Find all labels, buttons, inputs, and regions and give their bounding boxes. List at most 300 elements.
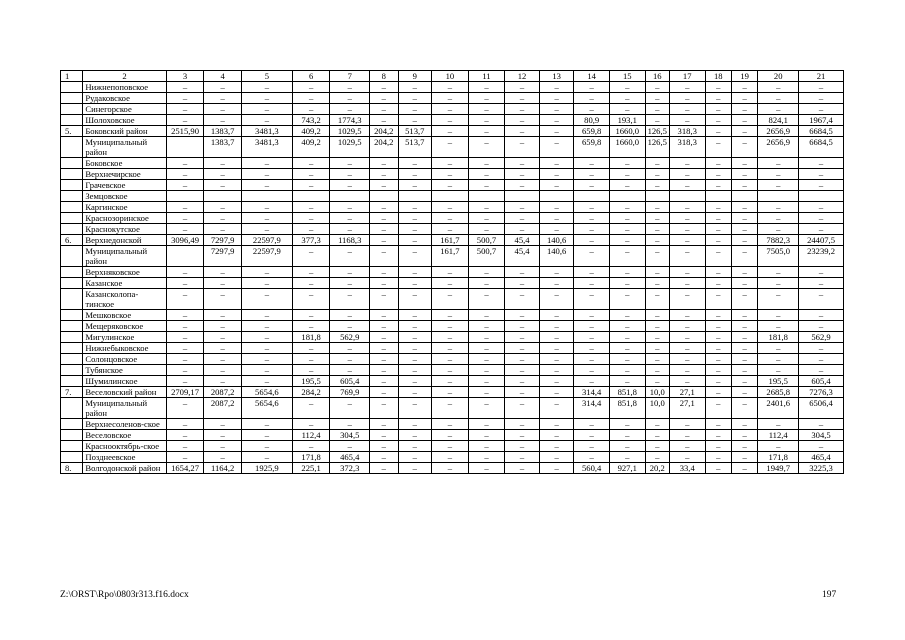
value-cell: – — [669, 430, 705, 441]
value-cell — [398, 191, 432, 202]
page-number: 197 — [822, 590, 837, 600]
value-cell: – — [705, 343, 731, 354]
value-cell: – — [539, 452, 574, 463]
value-cell: – — [574, 310, 610, 321]
value-cell: – — [241, 158, 292, 169]
value-cell: 193,1 — [609, 115, 645, 126]
value-cell: – — [645, 332, 669, 343]
territory-name-cell: Веселовское — [83, 430, 166, 441]
value-cell: 2656,9 — [758, 126, 799, 137]
value-cell: 562,9 — [330, 332, 370, 343]
value-cell: – — [398, 267, 432, 278]
value-cell: – — [398, 387, 432, 398]
value-cell: – — [705, 430, 731, 441]
table-row — [61, 365, 844, 376]
value-cell — [609, 191, 645, 202]
value-cell: – — [370, 104, 398, 115]
value-cell: – — [432, 343, 469, 354]
value-cell: – — [705, 321, 731, 332]
value-cell: – — [731, 387, 757, 398]
value-cell: – — [609, 289, 645, 310]
value-cell: – — [330, 93, 370, 104]
value-cell: – — [669, 180, 705, 191]
value-cell: – — [731, 82, 757, 93]
column-header: 11 — [468, 71, 505, 82]
value-cell: – — [799, 321, 844, 332]
value-cell: – — [645, 430, 669, 441]
value-cell: – — [398, 398, 432, 419]
value-cell: – — [539, 310, 574, 321]
row-number-cell — [61, 310, 83, 321]
value-cell: – — [731, 321, 757, 332]
value-cell: – — [398, 452, 432, 463]
value-cell: – — [292, 267, 330, 278]
table-row — [61, 267, 844, 278]
value-cell: – — [799, 169, 844, 180]
value-cell: 10,0 — [645, 398, 669, 419]
value-cell: – — [468, 441, 505, 452]
column-header: 13 — [539, 71, 574, 82]
value-cell: – — [645, 452, 669, 463]
value-cell: – — [505, 115, 540, 126]
value-cell: – — [731, 354, 757, 365]
value-cell: – — [731, 202, 757, 213]
value-cell: – — [539, 343, 574, 354]
value-cell: – — [505, 213, 540, 224]
value-cell: – — [330, 419, 370, 430]
value-cell: – — [292, 93, 330, 104]
value-cell: – — [204, 321, 242, 332]
value-cell: – — [539, 82, 574, 93]
value-cell: – — [370, 354, 398, 365]
value-cell: – — [330, 278, 370, 289]
value-cell: – — [241, 82, 292, 93]
value-cell: – — [539, 321, 574, 332]
value-cell: – — [432, 82, 469, 93]
value-cell: – — [539, 463, 574, 474]
column-header: 20 — [758, 71, 799, 82]
value-cell: – — [669, 321, 705, 332]
territory-name-cell: Муниципальный район — [83, 246, 166, 267]
value-cell: 7882,3 — [758, 235, 799, 246]
table-row — [61, 202, 844, 213]
value-cell: – — [799, 267, 844, 278]
value-cell: – — [705, 158, 731, 169]
value-cell: – — [609, 267, 645, 278]
value-cell: – — [468, 104, 505, 115]
value-cell: – — [705, 82, 731, 93]
value-cell: – — [432, 463, 469, 474]
value-cell: 851,8 — [609, 398, 645, 419]
value-cell: – — [574, 321, 610, 332]
value-cell: – — [609, 354, 645, 365]
table-row — [61, 441, 844, 452]
value-cell: – — [398, 104, 432, 115]
value-cell: – — [574, 213, 610, 224]
value-cell: – — [330, 441, 370, 452]
value-cell: 1949,7 — [758, 463, 799, 474]
territory-name-cell: Боковское — [83, 158, 166, 169]
value-cell: – — [731, 463, 757, 474]
value-cell: – — [731, 267, 757, 278]
value-cell: – — [731, 430, 757, 441]
value-cell: – — [166, 278, 204, 289]
value-cell — [166, 191, 204, 202]
value-cell: 27,1 — [669, 398, 705, 419]
column-header: 19 — [731, 71, 757, 82]
territory-name-cell: Краснокутское — [83, 224, 166, 235]
value-cell: – — [204, 169, 242, 180]
value-cell: 2515,90 — [166, 126, 204, 137]
value-cell: 6684,5 — [799, 137, 844, 158]
table-row — [61, 463, 844, 474]
value-cell: – — [574, 180, 610, 191]
value-cell: – — [609, 343, 645, 354]
territory-name-cell: Земцовское — [83, 191, 166, 202]
row-number-cell: 6. — [61, 235, 83, 246]
value-cell: – — [574, 93, 610, 104]
value-cell: – — [432, 387, 469, 398]
value-cell: – — [539, 376, 574, 387]
value-cell: – — [292, 213, 330, 224]
value-cell: – — [669, 246, 705, 267]
value-cell: – — [166, 289, 204, 310]
table-row — [61, 419, 844, 430]
column-header: 18 — [705, 71, 731, 82]
table-row — [61, 289, 844, 310]
row-number-cell — [61, 246, 83, 267]
value-cell: – — [539, 104, 574, 115]
value-cell: – — [292, 180, 330, 191]
value-cell: – — [645, 365, 669, 376]
value-cell: – — [241, 321, 292, 332]
value-cell: – — [731, 158, 757, 169]
territory-name-cell: Мещеряковское — [83, 321, 166, 332]
value-cell: – — [370, 398, 398, 419]
value-cell: 500,7 — [468, 235, 505, 246]
value-cell: 181,8 — [758, 332, 799, 343]
value-cell: – — [241, 93, 292, 104]
table-row — [61, 332, 844, 343]
value-cell: – — [505, 224, 540, 235]
value-cell: – — [669, 213, 705, 224]
table-row — [61, 137, 844, 158]
value-cell: – — [539, 213, 574, 224]
value-cell: – — [432, 137, 469, 158]
value-cell: – — [609, 224, 645, 235]
value-cell: – — [398, 321, 432, 332]
row-number-cell — [61, 419, 83, 430]
row-number-cell — [61, 213, 83, 224]
value-cell: – — [609, 246, 645, 267]
row-number-cell — [61, 93, 83, 104]
value-cell: – — [799, 213, 844, 224]
value-cell: – — [241, 430, 292, 441]
value-cell: – — [645, 354, 669, 365]
value-cell: – — [539, 267, 574, 278]
value-cell: – — [609, 82, 645, 93]
value-cell: 195,5 — [758, 376, 799, 387]
value-cell: – — [370, 267, 398, 278]
value-cell: 769,9 — [330, 387, 370, 398]
row-number-cell: 5. — [61, 126, 83, 137]
row-number-cell — [61, 224, 83, 235]
value-cell: – — [758, 104, 799, 115]
value-cell: – — [468, 376, 505, 387]
value-cell: – — [645, 376, 669, 387]
territory-name-cell: Шолоховское — [83, 115, 166, 126]
value-cell — [539, 191, 574, 202]
value-cell: – — [398, 235, 432, 246]
value-cell: – — [370, 430, 398, 441]
value-cell — [166, 246, 204, 267]
row-number-cell: 7. — [61, 387, 83, 398]
value-cell: – — [758, 169, 799, 180]
value-cell: – — [505, 137, 540, 158]
value-cell: – — [204, 224, 242, 235]
value-cell: – — [731, 376, 757, 387]
value-cell: 1168,3 — [330, 235, 370, 246]
value-cell: – — [645, 180, 669, 191]
column-header: 7 — [330, 71, 370, 82]
value-cell: – — [292, 310, 330, 321]
value-cell: 824,1 — [758, 115, 799, 126]
value-cell: – — [330, 246, 370, 267]
value-cell: – — [432, 278, 469, 289]
value-cell: 314,4 — [574, 387, 610, 398]
value-cell: – — [370, 202, 398, 213]
value-cell: 605,4 — [799, 376, 844, 387]
value-cell: – — [370, 463, 398, 474]
value-cell: – — [241, 365, 292, 376]
value-cell: – — [398, 169, 432, 180]
value-cell: – — [574, 343, 610, 354]
value-cell: 304,5 — [330, 430, 370, 441]
value-cell: – — [645, 267, 669, 278]
value-cell: – — [292, 158, 330, 169]
value-cell: – — [398, 354, 432, 365]
value-cell: 171,8 — [758, 452, 799, 463]
value-cell: – — [398, 82, 432, 93]
table-row — [61, 115, 844, 126]
value-cell: – — [370, 82, 398, 93]
value-cell: – — [799, 158, 844, 169]
value-cell: – — [539, 354, 574, 365]
value-cell: – — [241, 452, 292, 463]
row-number-cell — [61, 441, 83, 452]
value-cell: 659,8 — [574, 137, 610, 158]
value-cell: 204,2 — [370, 126, 398, 137]
value-cell: – — [166, 365, 204, 376]
value-cell — [432, 191, 469, 202]
value-cell: – — [539, 278, 574, 289]
value-cell: – — [669, 289, 705, 310]
value-cell: – — [609, 310, 645, 321]
value-cell: – — [432, 169, 469, 180]
value-cell: 1383,7 — [204, 137, 242, 158]
row-number-cell — [61, 452, 83, 463]
value-cell: – — [241, 267, 292, 278]
territory-name-cell: Веселовский район — [83, 387, 166, 398]
value-cell: 126,5 — [645, 126, 669, 137]
territory-name-cell: Боковский район — [83, 126, 166, 137]
column-header: 10 — [432, 71, 469, 82]
value-cell: – — [370, 419, 398, 430]
value-cell: – — [505, 365, 540, 376]
value-cell: – — [645, 343, 669, 354]
value-cell — [669, 191, 705, 202]
value-cell: – — [705, 267, 731, 278]
value-cell: – — [609, 452, 645, 463]
value-cell — [731, 191, 757, 202]
value-cell: – — [705, 398, 731, 419]
row-number-cell — [61, 321, 83, 332]
value-cell: – — [731, 169, 757, 180]
value-cell: – — [468, 387, 505, 398]
value-cell: – — [731, 365, 757, 376]
row-number-cell — [61, 289, 83, 310]
value-cell: – — [166, 441, 204, 452]
row-number-cell — [61, 169, 83, 180]
value-cell: – — [645, 419, 669, 430]
value-cell: – — [645, 169, 669, 180]
value-cell: – — [370, 224, 398, 235]
value-cell: – — [645, 224, 669, 235]
value-cell: – — [705, 104, 731, 115]
value-cell: – — [645, 321, 669, 332]
value-cell: – — [432, 430, 469, 441]
value-cell: – — [505, 321, 540, 332]
value-cell: – — [539, 419, 574, 430]
value-cell: – — [432, 126, 469, 137]
value-cell: 181,8 — [292, 332, 330, 343]
value-cell: – — [166, 321, 204, 332]
value-cell: – — [574, 452, 610, 463]
value-cell: – — [432, 267, 469, 278]
value-cell: – — [370, 246, 398, 267]
value-cell: – — [468, 224, 505, 235]
table-row — [61, 246, 844, 267]
territory-name-cell: Верхнедонской — [83, 235, 166, 246]
column-header: 8 — [370, 71, 398, 82]
value-cell: – — [758, 310, 799, 321]
value-cell: – — [669, 452, 705, 463]
table-row — [61, 354, 844, 365]
value-cell: – — [731, 213, 757, 224]
value-cell: 2087,2 — [204, 398, 242, 419]
value-cell: – — [166, 430, 204, 441]
value-cell: – — [370, 93, 398, 104]
value-cell: 1925,9 — [241, 463, 292, 474]
value-cell: – — [330, 169, 370, 180]
value-cell: – — [166, 267, 204, 278]
value-cell: – — [669, 441, 705, 452]
table-row — [61, 430, 844, 441]
value-cell: 1660,0 — [609, 126, 645, 137]
value-cell: – — [204, 452, 242, 463]
territory-name-cell: Рудаковское — [83, 93, 166, 104]
value-cell: – — [468, 169, 505, 180]
value-cell: – — [505, 430, 540, 441]
value-cell: – — [799, 289, 844, 310]
value-cell: 284,2 — [292, 387, 330, 398]
value-cell: – — [705, 387, 731, 398]
value-cell: – — [574, 246, 610, 267]
value-cell: – — [468, 202, 505, 213]
value-cell: – — [370, 180, 398, 191]
value-cell: 1029,5 — [330, 126, 370, 137]
value-cell: – — [669, 93, 705, 104]
value-cell: – — [204, 158, 242, 169]
value-cell: – — [330, 180, 370, 191]
value-cell: – — [758, 82, 799, 93]
value-cell: – — [539, 398, 574, 419]
value-cell: – — [398, 419, 432, 430]
column-header: 15 — [609, 71, 645, 82]
value-cell: 372,3 — [330, 463, 370, 474]
value-cell: – — [432, 419, 469, 430]
value-cell: – — [241, 289, 292, 310]
table-body — [61, 82, 844, 474]
value-cell: – — [705, 289, 731, 310]
value-cell: – — [574, 376, 610, 387]
value-cell: – — [758, 321, 799, 332]
value-cell: – — [758, 202, 799, 213]
territory-name-cell: Краснооктябрь-ское — [83, 441, 166, 452]
value-cell: – — [609, 93, 645, 104]
value-cell: 314,4 — [574, 398, 610, 419]
value-cell: – — [669, 169, 705, 180]
value-cell: – — [330, 213, 370, 224]
value-cell: – — [398, 158, 432, 169]
value-cell: – — [758, 441, 799, 452]
value-cell: 1774,3 — [330, 115, 370, 126]
value-cell: 318,3 — [669, 137, 705, 158]
value-cell: – — [468, 115, 505, 126]
value-cell: – — [758, 365, 799, 376]
value-cell: – — [705, 463, 731, 474]
value-cell: 2087,2 — [204, 387, 242, 398]
value-cell: 7505,0 — [758, 246, 799, 267]
value-cell: – — [609, 321, 645, 332]
value-cell: – — [645, 115, 669, 126]
value-cell: – — [468, 310, 505, 321]
value-cell: 23239,2 — [799, 246, 844, 267]
value-cell: – — [669, 332, 705, 343]
value-cell: – — [731, 289, 757, 310]
value-cell: 2401,6 — [758, 398, 799, 419]
value-cell: 204,2 — [370, 137, 398, 158]
value-cell: – — [505, 180, 540, 191]
territory-name-cell: Верхнечирское — [83, 169, 166, 180]
table-row — [61, 278, 844, 289]
value-cell: – — [505, 441, 540, 452]
row-number-cell — [61, 430, 83, 441]
value-cell: – — [731, 419, 757, 430]
value-cell: 465,4 — [799, 452, 844, 463]
value-cell: – — [432, 376, 469, 387]
value-cell: – — [731, 452, 757, 463]
value-cell: – — [539, 169, 574, 180]
value-cell: – — [166, 202, 204, 213]
value-cell: – — [432, 213, 469, 224]
value-cell: – — [609, 376, 645, 387]
row-number-cell — [61, 137, 83, 158]
value-cell: – — [505, 202, 540, 213]
value-cell: – — [609, 419, 645, 430]
value-cell: 2709,17 — [166, 387, 204, 398]
value-cell: – — [292, 289, 330, 310]
